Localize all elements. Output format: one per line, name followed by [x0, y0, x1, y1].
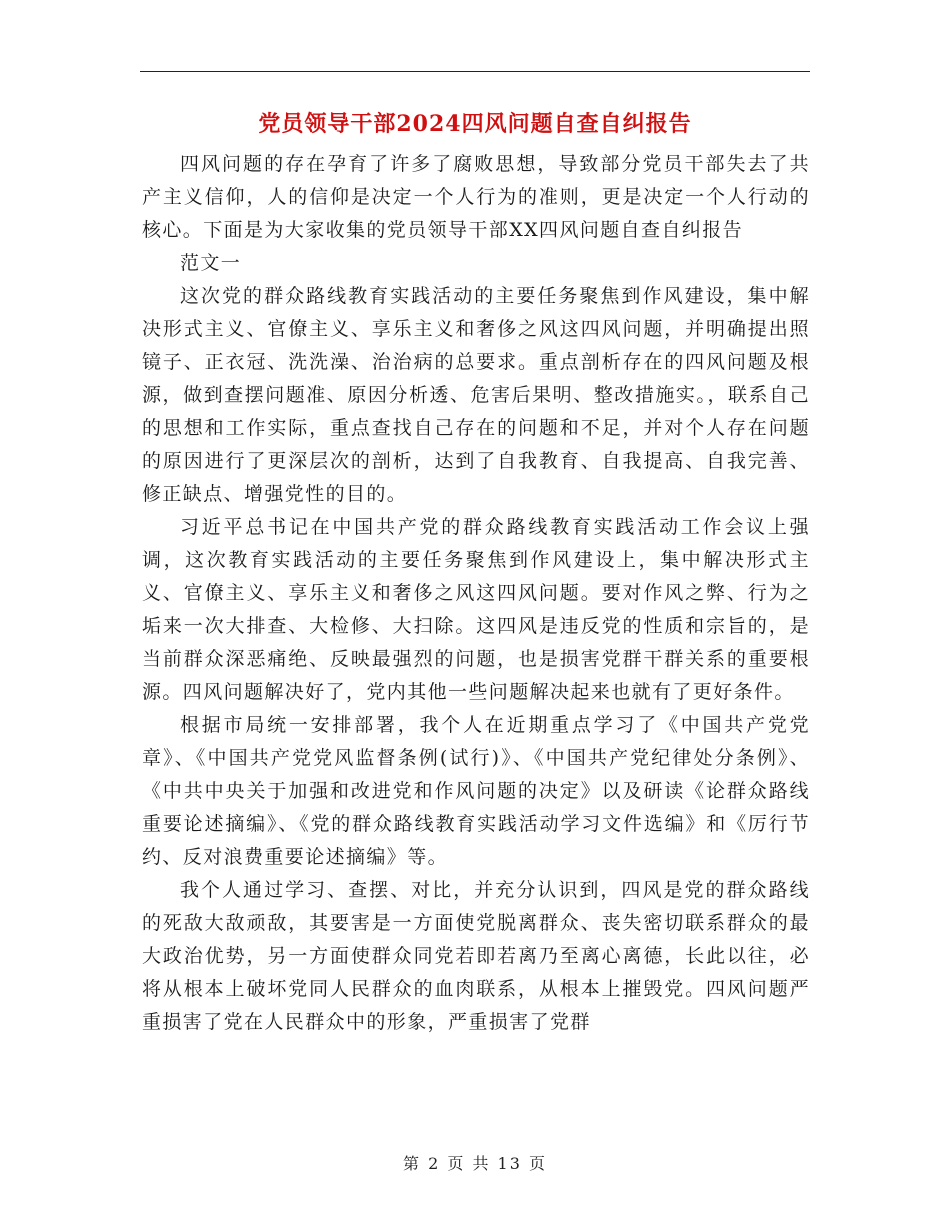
page-number: 第 2 页 共 13 页: [403, 1154, 547, 1173]
paragraph-2: 习近平总书记在中国共产党的群众路线教育实践活动工作会议上强调，这次教育实践活动的主要任务聚焦到作风建设上，集中解决形式主义、官僚主义、享乐主义和奢侈之风这四风问题。要对作风之弊、行为之垢来一次大排查、大检修、大扫除。这四风是违反党的性质和宗旨的，是当前群众深恶痛绝、反映最强烈的问题，也是损害党群干群关系的重要根源。四风问题解决好了，党内其他一些问题解决起来也就有了更好条件。: [142, 516, 810, 703]
paragraph-4: 我个人通过学习、查摆、对比，并充分认识到，四风是党的群众路线的死敌大敌顽敌，其要害是一方面使党脱离群众、丧失密切联系群众的最大政治优势，另一方面使群众同党若即若离乃至离心离德，长此以往，必将从根本上破坏党同人民群众的血肉联系，从根本上摧毁党。四风问题严重损害了党在人民群众中的形象，严重损害了党群: [142, 879, 810, 1033]
document-title: 党员领导干部2024四风问题自查自纠报告: [258, 111, 692, 137]
document-body: [142, 148, 810, 1039]
paragraph-1: 这次党的群众路线教育实践活动的主要任务聚焦到作风建设，集中解决形式主义、官僚主义、享乐主义和奢侈之风这四风问题，并明确提出照镜子、正衣冠、洗洗澡、治治病的总要求。重点剖析存在的四风问题及根源，做到查摆问题准、原因分析透、危害后果明、整改措施实。，联系自己的思想和工作实际，重点查找自己存在的问题和不足，并对个人存在问题的原因进行了更深层次的剖析，达到了自我教育、自我提高、自我完善、修正缺点、增强党性的目的。: [142, 285, 810, 505]
paragraph-section-label: 范文一: [180, 252, 242, 274]
header-rule: [140, 71, 810, 72]
paragraph-intro: 四风问题的存在孕育了许多了腐败思想，导致部分党员干部失去了共产主义信仰，人的信仰是决定一个人行为的准则，更是决定一个人行动的核心。下面是为大家收集的党员领导干部XX四风问题自查自纠报告: [142, 153, 810, 241]
paragraph-3: 根据市局统一安排部署，我个人在近期重点学习了《中国共产党党章》、《中国共产党党风监督条例(试行)》、《中国共产党纪律处分条例》、《中共中央关于加强和改进党和作风问题的决定》以及研读《论群众路线重要论述摘编》、《党的群众路线教育实践活动学习文件选编》和《厉行节约、反对浪费重要论述摘编》等。: [142, 714, 810, 868]
